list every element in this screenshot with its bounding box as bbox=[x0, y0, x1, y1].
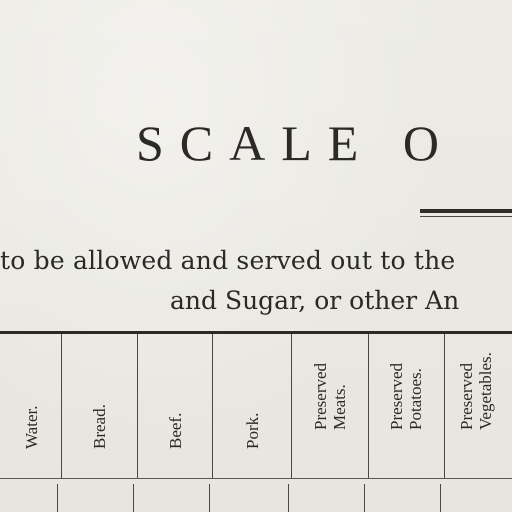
column-header-pork bbox=[212, 334, 291, 478]
column-header-label: Preserved Vegetables. bbox=[457, 352, 495, 430]
column-header-label: Preserved Potatoes. bbox=[387, 362, 425, 430]
page-title: SCALE O bbox=[136, 115, 455, 171]
column-header-preserved-vegetables bbox=[444, 334, 512, 478]
title-rule-thin bbox=[420, 216, 512, 217]
table-header-bottom-rule bbox=[0, 478, 512, 479]
column-header-water bbox=[0, 334, 61, 478]
column-header-label: Beef. bbox=[165, 412, 185, 449]
column-header-bread bbox=[61, 334, 137, 478]
column-divider-lower bbox=[440, 484, 441, 512]
column-header-preserved-potatoes bbox=[368, 334, 444, 478]
subtitle-line-2: and Sugar, or other An bbox=[170, 286, 460, 315]
column-divider-lower bbox=[133, 484, 134, 512]
column-header-label: Bread. bbox=[90, 404, 109, 449]
column-divider-lower bbox=[288, 484, 289, 512]
column-header-label: Preserved Meats. bbox=[310, 362, 349, 430]
column-header-label: Water. bbox=[21, 405, 41, 449]
column-header-label: Pork. bbox=[242, 412, 262, 449]
column-header-beef bbox=[137, 334, 212, 478]
column-divider-lower bbox=[57, 484, 58, 512]
column-divider-lower bbox=[209, 484, 210, 512]
column-header-preserved-meats bbox=[291, 334, 368, 478]
title-rule-thick bbox=[420, 209, 512, 213]
subtitle-line-1: to be allowed and served out to the bbox=[0, 246, 456, 275]
column-divider-lower bbox=[364, 484, 365, 512]
